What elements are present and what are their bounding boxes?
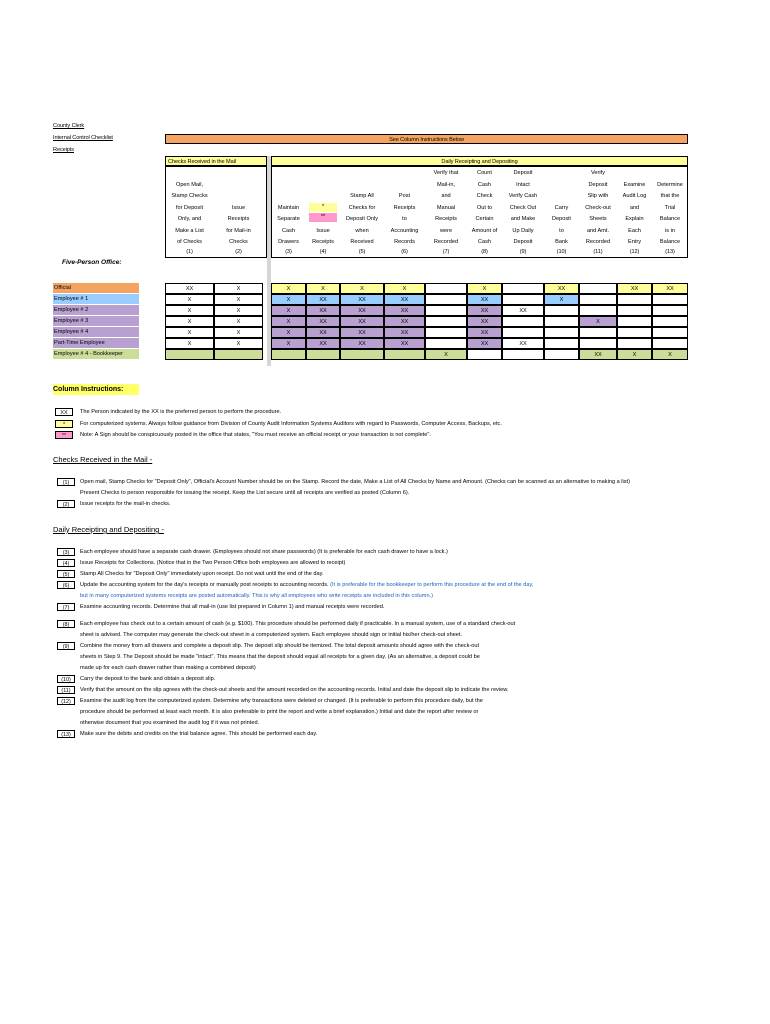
grid-cell: X bbox=[652, 349, 688, 360]
daily-item-text: Verify that the amount on the slip agrees with the check-out sheets and the amount recorded on the accounting records. Initial and date the deposit slip to indicate the review. bbox=[80, 687, 509, 693]
grid-cell: X bbox=[467, 283, 502, 294]
grid-cell bbox=[502, 283, 544, 294]
grid-cell bbox=[425, 305, 467, 316]
grid-cell: XX bbox=[467, 294, 502, 305]
grid-cell bbox=[502, 327, 544, 338]
row-label: Employee # 3 bbox=[53, 316, 139, 326]
column-header-12: Examine Audit Log and Explain Each Entry bbox=[622, 181, 647, 245]
daily-item-number: (5) bbox=[57, 570, 75, 578]
grid-cell: X bbox=[306, 283, 340, 294]
daily-item-number: (13) bbox=[57, 730, 75, 738]
grid-cell: XX bbox=[502, 338, 544, 349]
daily-item-note: but in many computerized systems receipts are posted automatically. This is why all employees who write receipts are included in this column.) bbox=[80, 593, 433, 599]
grid-cell: X bbox=[214, 305, 263, 316]
group-header-checks: Checks Received in the Mail bbox=[165, 156, 267, 166]
grid-cell bbox=[214, 349, 263, 360]
grid-cell bbox=[502, 294, 544, 305]
column-header-6: Post Receipts to Accounting Records bbox=[390, 193, 419, 245]
row-label: Official bbox=[53, 283, 139, 293]
row-label: Employee # 1 bbox=[53, 294, 139, 304]
daily-item-text: sheet is advised. The computer may generate the check-out sheet in a computerized system. Each employee should sign or initial his/her check-out sheet. bbox=[80, 632, 463, 638]
grid-cell bbox=[544, 316, 579, 327]
grid-cell bbox=[617, 316, 652, 327]
grid-cell: XX bbox=[340, 327, 384, 338]
daily-item-text: Each employee has check out to a certain amount of cash (e.g. $100). This procedure should be performed daily if practicable. In a manual system, use of a standard check-out bbox=[80, 621, 516, 627]
daily-section-title: Daily Receipting and Depositing - bbox=[53, 525, 164, 534]
grid-cell: XX bbox=[384, 294, 425, 305]
grid-cell bbox=[544, 349, 579, 360]
legend-text-star: For computerized systems. Always follow guidance from Division of County Audit Information Systems Auditors with regard to Passwords, Computer Access, Backups, etc. bbox=[80, 421, 502, 427]
grid-cell: X bbox=[214, 294, 263, 305]
grid-cell bbox=[617, 327, 652, 338]
grid-cell bbox=[425, 283, 467, 294]
grid-cell bbox=[652, 316, 688, 327]
column-number-4: (4) bbox=[319, 249, 327, 255]
column-instructions-title: Column Instructions: bbox=[53, 384, 139, 395]
grid-cell bbox=[652, 338, 688, 349]
grid-cell: X bbox=[579, 316, 617, 327]
grid-cell: X bbox=[214, 283, 263, 294]
daily-item-text: Examine accounting records. Determine that all mail-in (use list prepared in Column 1) and manual receipts were recorded. bbox=[80, 604, 385, 610]
grid-cell: XX bbox=[165, 283, 214, 294]
grid-cell: XX bbox=[579, 349, 617, 360]
grid-cell bbox=[425, 338, 467, 349]
grid-cell: X bbox=[544, 294, 579, 305]
office-label: Five-Person Office: bbox=[62, 259, 122, 266]
column-number-7: (7) bbox=[442, 249, 450, 255]
grid-cell: XX bbox=[467, 316, 502, 327]
grid-cell: X bbox=[271, 305, 306, 316]
column-4-mark-star: * bbox=[309, 203, 337, 212]
column-header-8: Count Cash Check Out to Certain Amount of Cash bbox=[471, 170, 498, 245]
checks-item-text: Open mail, Stamp Checks for "Deposit Only", Official's Account Number should be on the Stamp. Record the date, Make a List of All Checks by Name and Amount. (Checks can be scanned as an alternative to making a list) bbox=[80, 479, 630, 485]
column-header-4: Issue Receipts bbox=[312, 227, 334, 245]
grid-cell: XX bbox=[306, 305, 340, 316]
grid-cell: X bbox=[384, 283, 425, 294]
column-header-10: Carry Deposit to Bank bbox=[552, 204, 571, 245]
grid-cell: XX bbox=[306, 327, 340, 338]
column-header-9: Deposit Intact Verify Cash Check Out and Make Up Daily Deposit bbox=[508, 170, 538, 245]
column-header-7: Verify that Mail-in, and Manual Receipts were Recorded bbox=[433, 170, 459, 245]
grid-cell: X bbox=[271, 283, 306, 294]
daily-item-text: procedure should be performed at least each month. It is also preferable to print the report and write a brief explanation.) Initial and date the report after review or bbox=[80, 709, 479, 715]
grid-cell bbox=[617, 305, 652, 316]
grid-cell: XX bbox=[306, 294, 340, 305]
daily-item-number: (6) bbox=[57, 581, 75, 589]
column-header-2: Issue Receipts for Mail-in Checks bbox=[226, 204, 251, 245]
daily-item-text: Combine the money from all drawers and complete a deposit slip. The deposit slip should be itemized. The total deposit amounts should agree with the check-out bbox=[80, 643, 480, 649]
grid-cell: XX bbox=[384, 327, 425, 338]
row-label: Employee # 2 bbox=[53, 305, 139, 315]
column-number-8: (8) bbox=[481, 249, 488, 255]
column-header-3: Maintain Separate Cash Drawers bbox=[277, 204, 300, 245]
legend-text-xx: The Person indicated by the XX is the preferred person to perform the procedure. bbox=[80, 409, 282, 415]
checks-item-number: (1) bbox=[57, 478, 75, 486]
legend-key-xx: XX bbox=[55, 408, 73, 416]
checks-item-number: (2) bbox=[57, 500, 75, 508]
column-number-6: (6) bbox=[401, 249, 408, 255]
group-header-daily: Daily Receipting and Depositing bbox=[271, 156, 688, 166]
checks-section-title: Checks Received in the Mail - bbox=[53, 455, 153, 464]
legend-text-doublestar: Note: A Sign should be conspicuously posted in the office that states, "You must receive an official receipt or your transaction is not complete". bbox=[80, 432, 431, 438]
grid-cell bbox=[617, 294, 652, 305]
grid-cell bbox=[425, 316, 467, 327]
grid-cell bbox=[652, 327, 688, 338]
grid-cell bbox=[271, 349, 306, 360]
grid-cell bbox=[544, 327, 579, 338]
column-number-10: (10) bbox=[556, 249, 567, 255]
grid-cell: XX bbox=[467, 338, 502, 349]
grid-cell bbox=[384, 349, 425, 360]
column-number-1: (1) bbox=[186, 249, 193, 255]
column-4-mark-doublestar: ** bbox=[309, 213, 337, 222]
grid-cell: X bbox=[214, 327, 263, 338]
column-header-1: Open Mail, Stamp Checks for Deposit Only, and Make a List of Checks bbox=[171, 181, 208, 245]
grid-cell bbox=[579, 327, 617, 338]
row-label: Part-Time Employee bbox=[53, 338, 139, 348]
grid-cell: X bbox=[271, 327, 306, 338]
daily-item-text: sheets in Step 9. The Deposit should be made "intact". This means that the deposit should equal all receipts for a given day. (As an alternative, a deposit could be bbox=[80, 654, 480, 660]
daily-item-number: (7) bbox=[57, 603, 75, 611]
column-number-2: (2) bbox=[235, 249, 242, 255]
grid-cell: XX bbox=[306, 338, 340, 349]
grid-cell: X bbox=[165, 294, 214, 305]
header-line-3: Receipts bbox=[53, 147, 74, 153]
grid-cell bbox=[502, 349, 544, 360]
daily-item-number: (10) bbox=[57, 675, 75, 683]
daily-item-text: Update the accounting system for the day's receipts or manually post receipts to accounting records. (It is preferable for the bookkeeper to perform this procedure at the end of the day, bbox=[80, 582, 534, 588]
grid-cell: X bbox=[165, 327, 214, 338]
grid-cell: XX bbox=[502, 305, 544, 316]
grid-cell bbox=[467, 349, 502, 360]
daily-item-number: (11) bbox=[57, 686, 75, 694]
daily-item-text: otherwise document that you examined the audit log if it was not printed. bbox=[80, 720, 260, 726]
grid-cell: XX bbox=[384, 305, 425, 316]
grid-cell: X bbox=[271, 338, 306, 349]
header-line-1: County Clerk bbox=[53, 123, 85, 129]
legend-key-star: * bbox=[55, 420, 73, 428]
column-number-9: (9) bbox=[519, 249, 527, 255]
legend-key-doublestar: ** bbox=[55, 431, 73, 439]
grid-cell: XX bbox=[467, 305, 502, 316]
grid-cell: XX bbox=[306, 316, 340, 327]
column-header-13: Determine that the Trial Balance is in Balance bbox=[657, 181, 683, 245]
checks-item-text: Present Checks to person responsible for issuing the receipt. Keep the List secure until all receipts are verified as posted (Column 6). bbox=[80, 490, 410, 496]
grid-cell bbox=[617, 338, 652, 349]
grid-cell bbox=[306, 349, 340, 360]
grid-cell bbox=[544, 338, 579, 349]
daily-item-number: (8) bbox=[57, 620, 75, 628]
grid-cell bbox=[425, 294, 467, 305]
column-number-5: (5) bbox=[358, 249, 366, 255]
grid-cell bbox=[544, 305, 579, 316]
grid-cell: XX bbox=[652, 283, 688, 294]
grid-cell: X bbox=[165, 305, 214, 316]
grid-cell: X bbox=[340, 283, 384, 294]
grid-cell: X bbox=[214, 338, 263, 349]
banner: See Column Instructions Below bbox=[165, 134, 688, 144]
daily-item-text: Each employee should have a separate cash drawer. (Employees should not share passwords) (It is preferable for each cash drawer to have a lock.) bbox=[80, 549, 448, 555]
column-number-12: (12) bbox=[629, 249, 640, 255]
daily-item-text: made up for each cash drawer rather than making a combined deposit) bbox=[80, 665, 256, 671]
column-header-11: Verify Deposit Slip with Check-out Sheets and Amt. Recorded bbox=[585, 170, 611, 245]
column-number-3: (3) bbox=[285, 249, 292, 255]
daily-item-number: (4) bbox=[57, 559, 75, 567]
grid-cell bbox=[502, 316, 544, 327]
grid-cell bbox=[165, 349, 214, 360]
column-number-11: (11) bbox=[593, 249, 603, 255]
row-label: Employee # 4 - Bookkeeper bbox=[53, 349, 139, 359]
daily-item-number: (9) bbox=[57, 642, 75, 650]
grid-cell bbox=[579, 283, 617, 294]
grid-cell: XX bbox=[617, 283, 652, 294]
grid-cell bbox=[579, 305, 617, 316]
grid-cell: X bbox=[271, 294, 306, 305]
grid-cell: X bbox=[425, 349, 467, 360]
grid-cell: XX bbox=[340, 305, 384, 316]
row-label: Employee # 4 bbox=[53, 327, 139, 337]
grid-cell: XX bbox=[467, 327, 502, 338]
daily-item-text: Make sure the debits and credits on the trial balance agree. This should be performed each day. bbox=[80, 731, 318, 737]
grid-cell: X bbox=[165, 316, 214, 327]
grid-cell: XX bbox=[384, 316, 425, 327]
grid-cell: X bbox=[165, 338, 214, 349]
grid-cell bbox=[652, 294, 688, 305]
daily-item-text: Issue Receipts for Collections. (Notice that in the Two Person Office both employees are allowed to receipt) bbox=[80, 560, 346, 566]
daily-item-number: (3) bbox=[57, 548, 75, 556]
daily-item-text: Stamp All Checks for "Deposit Only" immediately upon receipt. Do not wait until the end of the day. bbox=[80, 571, 324, 577]
grid-cell: X bbox=[271, 316, 306, 327]
grid-cell: X bbox=[214, 316, 263, 327]
grid-cell: XX bbox=[384, 338, 425, 349]
daily-item-number: (12) bbox=[57, 697, 75, 705]
daily-item-note: (It is preferable for the bookkeeper to perform this procedure at the end of the day, bbox=[328, 582, 534, 588]
grid-cell bbox=[652, 305, 688, 316]
daily-item-text: Examine the audit log from the computerized system. Determine why transactions were deleted or changed. (It is preferable to perform this procedure daily, but the bbox=[80, 698, 483, 704]
column-number-13: (13) bbox=[665, 249, 675, 255]
grid-cell: XX bbox=[544, 283, 579, 294]
column-header-5: Stamp All Checks for Deposit Only when Received bbox=[345, 193, 379, 245]
grid-cell bbox=[340, 349, 384, 360]
grid-cell: XX bbox=[340, 338, 384, 349]
grid-cell: XX bbox=[340, 294, 384, 305]
grid-cell: X bbox=[617, 349, 652, 360]
checks-item-text: Issue receipts for the mail-in checks. bbox=[80, 501, 171, 507]
grid-cell bbox=[579, 338, 617, 349]
grid-bottom-bar bbox=[165, 360, 688, 366]
grid-cell bbox=[579, 294, 617, 305]
grid-cell: XX bbox=[340, 316, 384, 327]
header-line-2: Internal Control Checklist bbox=[53, 135, 113, 141]
grid-cell bbox=[425, 327, 467, 338]
daily-item-text: Carry the deposit to the bank and obtain a deposit slip. bbox=[80, 676, 216, 682]
